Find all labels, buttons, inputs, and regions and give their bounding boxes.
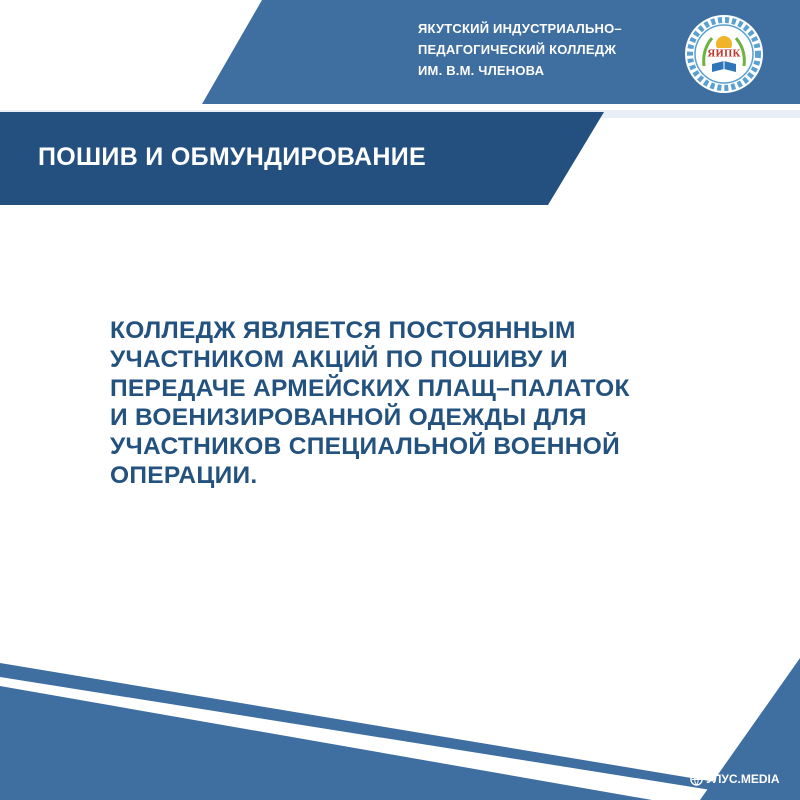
college-name-line: ЯКУТСКИЙ ИНДУСТРИАЛЬНО– — [418, 21, 622, 36]
bottom-stripe-wide — [0, 686, 652, 800]
watermark — [690, 772, 780, 786]
body-text-line: ОПЕРАЦИИ. — [110, 462, 258, 489]
section-title: ПОШИВ И ОБМУНДИРОВАНИЕ — [38, 143, 426, 171]
body-text-line: УЧАСТНИКОМ АКЦИЙ ПО ПОШИВУ И — [110, 346, 568, 373]
college-name-line: ПЕДАГОГИЧЕСКИЙ КОЛЛЕДЖ — [418, 42, 617, 57]
body-text-line: ПЕРЕДАЧЕ АРМЕЙСКИХ ПЛАЩ–ПАЛАТОК — [110, 375, 630, 402]
body-text — [110, 316, 710, 490]
body-text-line: УЧАСТНИКОВ СПЕЦИАЛЬНОЙ ВОЕННОЙ — [110, 433, 621, 460]
college-name-line: ИМ. В.М. ЧЛЕНОВА — [418, 63, 545, 78]
college-name — [418, 18, 658, 81]
watermark-text: УЛУС.MEDIA — [706, 772, 780, 786]
college-logo — [684, 14, 764, 94]
globe-icon — [690, 773, 703, 786]
svg-text:ЯИПК: ЯИПК — [707, 49, 741, 60]
body-text-line: И ВОЕНИЗИРОВАННОЙ ОДЕЖДЫ ДЛЯ — [110, 404, 587, 431]
body-text-line: КОЛЛЕДЖ ЯВЛЯЕТСЯ ПОСТОЯННЫМ — [110, 317, 576, 344]
